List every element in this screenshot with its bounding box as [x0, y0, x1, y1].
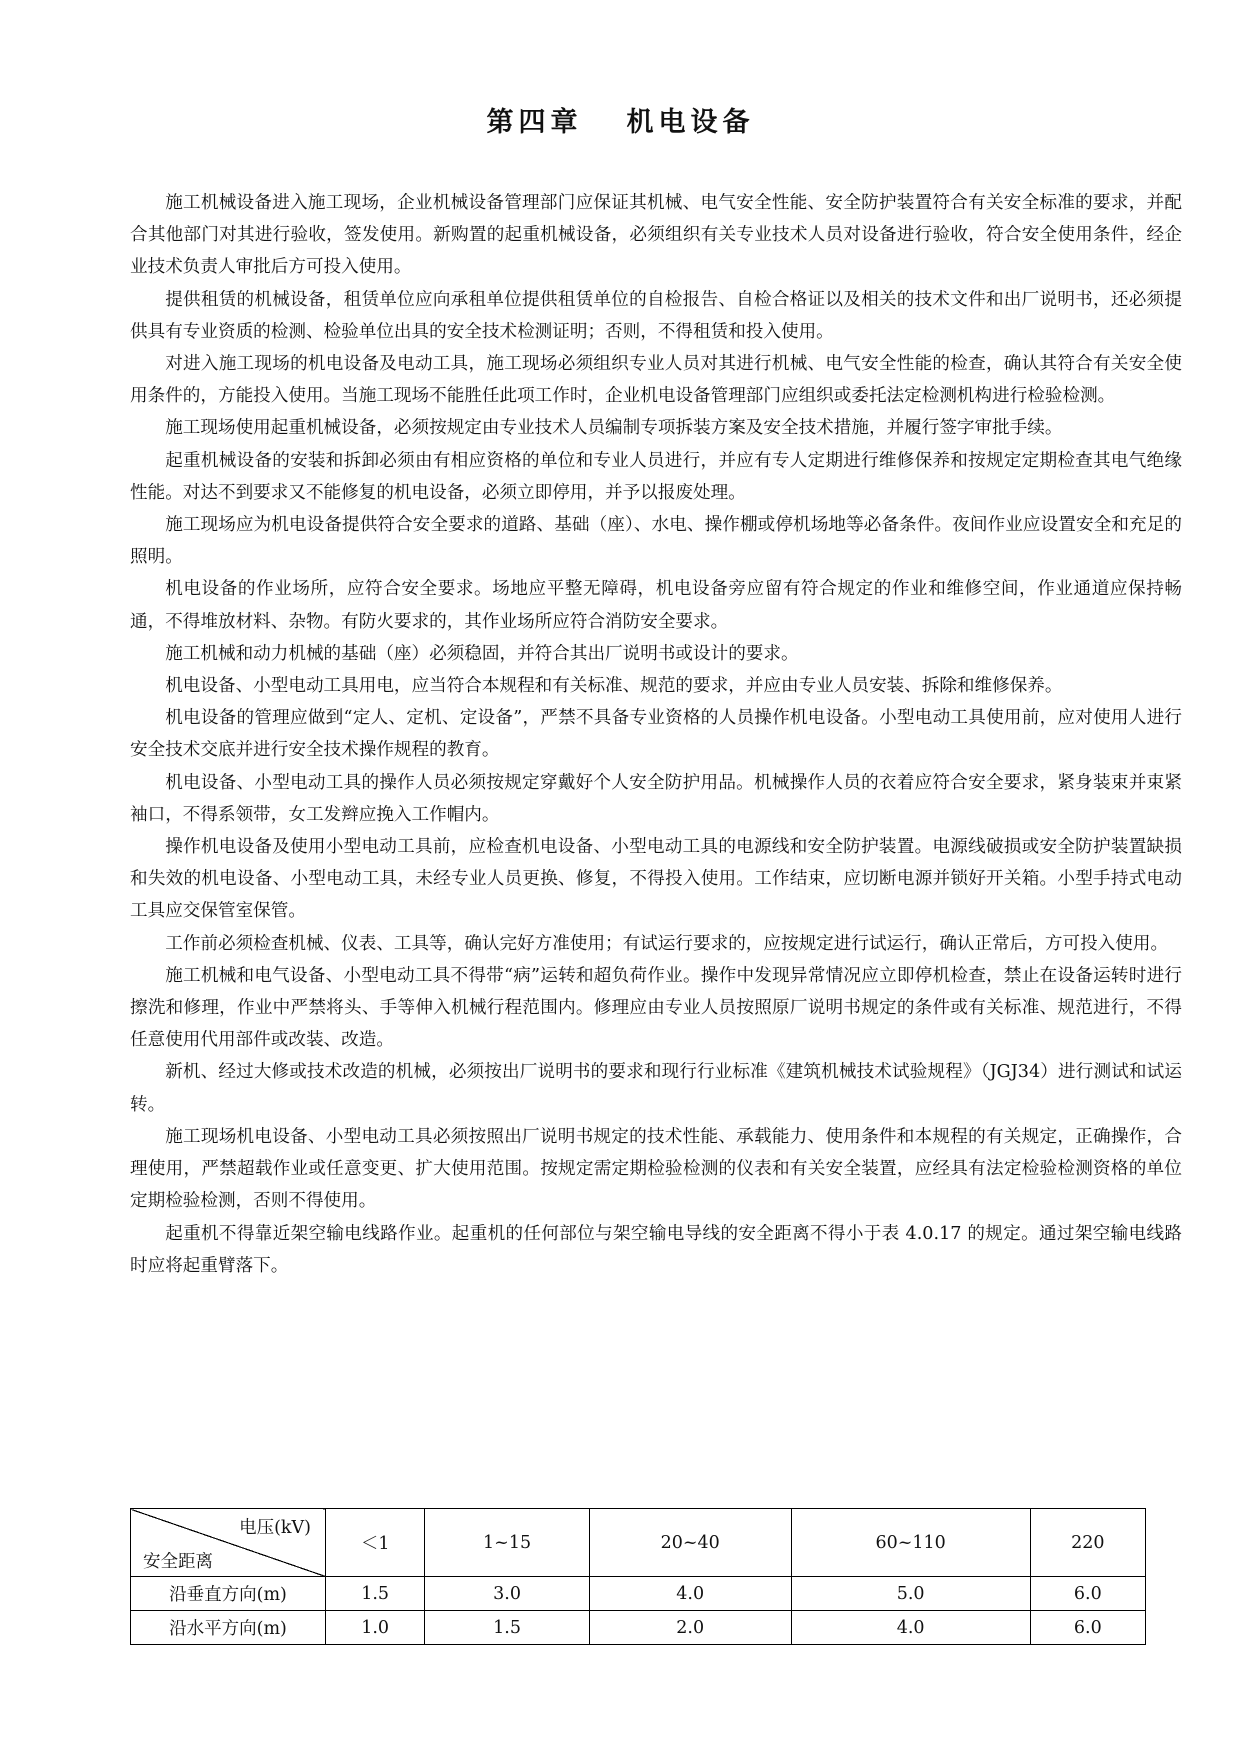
table-cell: 4.0 — [589, 1577, 791, 1611]
paragraph: 施工现场使用起重机械设备，必须按规定由专业技术人员编制专项拆装方案及安全技术措施，并履行签字审批手续。 — [165, 418, 1063, 439]
paragraph: 起重机械设备的安装和拆卸必须由有相应资格的单位和专业人员进行，并应有专人定期进行维修保养和按规定定期检查其电气绝缘性能。对达不到要求又不能修复的机电设备，必须立即停用，并予以报废处理。 — [130, 450, 1182, 503]
paragraph: 机电设备的管理应做到“定人、定机、定设备”，严禁不具备专业资格的人员操作机电设备。小型电动工具使用前，应对使用人进行安全技术交底并进行安全技术操作规程的教育。 — [130, 708, 1182, 761]
table-cell: 6.0 — [1030, 1611, 1145, 1645]
paragraph: 施工机械和电气设备、小型电动工具不得带“病”运转和超负荷作业。操作中发现异常情况应立即停机检查，禁止在设备运转时进行擦洗和修理，作业中严禁将头、手等伸入机械行程范围内。修理应由专业人员按照原厂说明书规定的条件或有关标准、规范进行，不得任意使用代用部件或改装、改造。 — [130, 965, 1182, 1051]
paragraph: 施工现场应为机电设备提供符合安全要求的道路、基础（座）、水电、操作棚或停机场地等必备条件。夜间作业应设置安全和充足的照明。 — [130, 515, 1182, 568]
table-row — [131, 1611, 1146, 1645]
page-title — [0, 100, 1241, 139]
row-label: 沿垂直方向(m) — [131, 1577, 326, 1611]
paragraph: 机电设备的作业场所，应符合安全要求。场地应平整无障碍，机电设备旁应留有符合规定的作业和维修空间，作业通道应保持畅通，不得堆放材料、杂物。有防火要求的，其作业场所应符合消防安全要求。 — [130, 579, 1182, 632]
paragraph: 机电设备、小型电动工具的操作人员必须按规定穿戴好个人安全防护用品。机械操作人员的衣着应符合安全要求，紧身装束并束紧袖口，不得系领带，女工发辫应挽入工作帽内。 — [130, 772, 1182, 825]
row-label: 沿水平方向(m) — [131, 1611, 326, 1645]
body-text — [130, 187, 1182, 1282]
paragraph: 起重机不得靠近架空输电线路作业。起重机的任何部位与架空输电导线的安全距离不得小于表 4.0.17 的规定。通过架空输电线路时应将起重臂落下。 — [130, 1223, 1182, 1276]
table-cell: 6.0 — [1030, 1577, 1145, 1611]
paragraph: 对进入施工现场的机电设备及电动工具，施工现场必须组织专业人员对其进行机械、电气安全性能的检查，确认其符合有关安全使用条件的，方能投入使用。当施工现场不能胜任此项工作时，企业机电设备管理部门应组织或委托法定检测机构进行检验检测。 — [130, 354, 1182, 407]
table-cell: 1.5 — [326, 1577, 425, 1611]
chapter-number: 第四章 — [486, 107, 583, 138]
column-header: 20~40 — [589, 1509, 791, 1577]
paragraph: 机电设备、小型电动工具用电，应当符合本规程和有关标准、规范的要求，并应由专业人员安装、拆除和维修保养。 — [165, 676, 1063, 697]
paragraph: 提供租赁的机械设备，租赁单位应向承租单位提供租赁单位的自检报告、自检合格证以及相关的技术文件和出厂说明书，还必须提供具有专业资质的检测、检验单位出具的安全技术检测证明；否则，不得租赁和投入使用。 — [130, 289, 1182, 342]
distance-header: 安全距离 — [143, 1552, 213, 1572]
paragraph: 工作前必须检查机械、仪表、工具等，确认完好方准使用；有试运行要求的，应按规定进行试运行，确认正常后，方可投入使用。 — [165, 933, 1169, 954]
chapter-name: 机电设备 — [626, 107, 755, 138]
table-cell: 2.0 — [589, 1611, 791, 1645]
table-cell: 4.0 — [791, 1611, 1030, 1645]
column-header: ＜1 — [326, 1509, 425, 1577]
safety-distance-table — [130, 1508, 1146, 1645]
table-header-row — [131, 1509, 1146, 1577]
paragraph: 施工机械和动力机械的基础（座）必须稳固，并符合其出厂说明书或设计的要求。 — [165, 643, 799, 664]
column-header: 60~110 — [791, 1509, 1030, 1577]
table-corner-cell — [131, 1509, 326, 1577]
voltage-header: 电压(kV) — [239, 1518, 311, 1538]
paragraph: 施工现场机电设备、小型电动工具必须按照出厂说明书规定的技术性能、承载能力、使用条件和本规程的有关规定，正确操作，合理使用，严禁超载作业或任意变更、扩大使用范围。按规定需定期检验检测的仪表和有关安全装置，应经具有法定检验检测资格的单位定期检验检测，否则不得使用。 — [130, 1126, 1182, 1212]
paragraph: 新机、经过大修或技术改造的机械，必须按出厂说明书的要求和现行行业标准《建筑机械技术试验规程》（JGJ34）进行测试和试运转。 — [130, 1062, 1182, 1115]
column-header: 220 — [1030, 1509, 1145, 1577]
paragraph: 施工机械设备进入施工现场，企业机械设备管理部门应保证其机械、电气安全性能、安全防护装置符合有关安全标准的要求，并配合其他部门对其进行验收，签发使用。新购置的起重机械设备，必须组织有关专业技术人员对设备进行验收，符合安全使用条件，经企业技术负责人审批后方可投入使用。 — [130, 193, 1182, 278]
column-header: 1~15 — [425, 1509, 589, 1577]
paragraph: 操作机电设备及使用小型电动工具前，应检查机电设备、小型电动工具的电源线和安全防护装置。电源线破损或安全防护装置缺损和失效的机电设备、小型电动工具，未经专业人员更换、修复，不得投入使用。工作结束，应切断电源并锁好开关箱。小型手持式电动工具应交保管室保管。 — [130, 837, 1182, 922]
table-cell: 3.0 — [425, 1577, 589, 1611]
table-cell: 1.0 — [326, 1611, 425, 1645]
table-cell: 1.5 — [425, 1611, 589, 1645]
table-cell: 5.0 — [791, 1577, 1030, 1611]
table-row — [131, 1577, 1146, 1611]
